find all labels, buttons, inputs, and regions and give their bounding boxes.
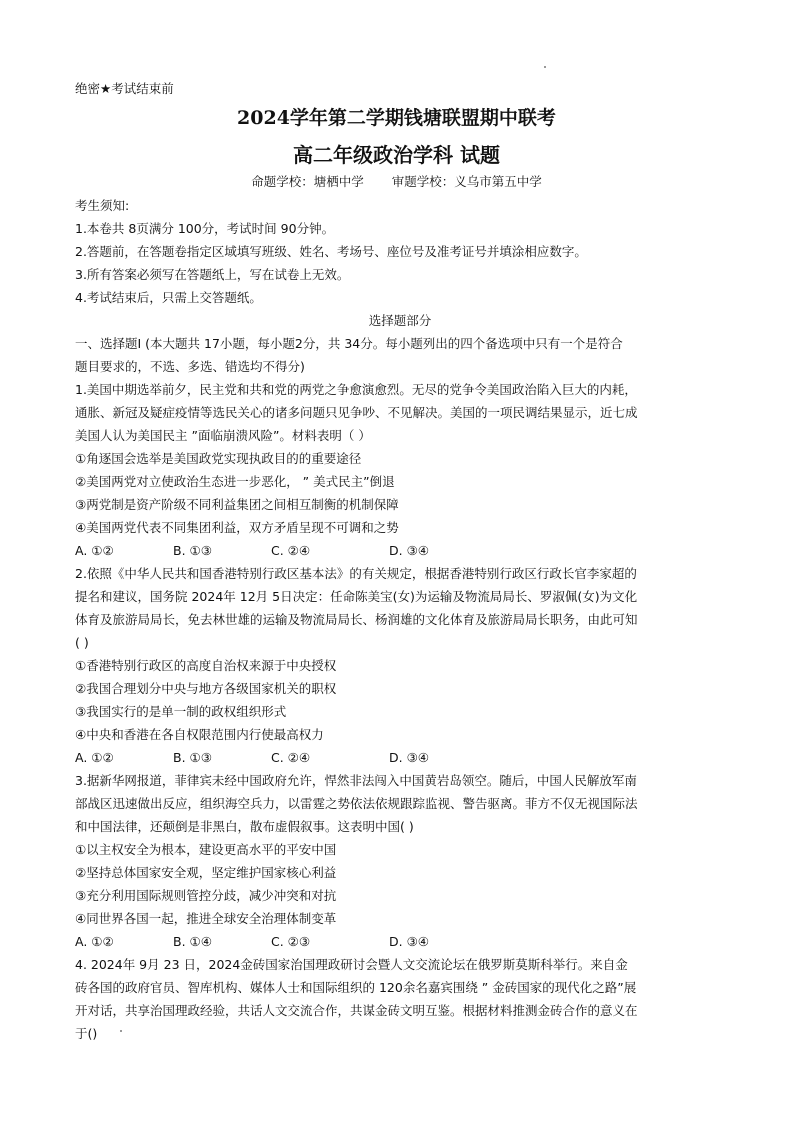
question-stem-line: 和中国法律，还颠倒是非黑白，散布虚假叙事。这表明中国( ) [75,819,414,834]
instruction-item: 4.考试结束后，只需上交答题纸。 [75,290,262,305]
option-c: C. ②④ [271,750,311,765]
section-title: 选择题部分 [368,313,432,328]
statement: ①以主权安全为根本，建设更高水平的平安中国 [75,842,337,857]
statement: ④同世界各国一起，推进全球安全治理体制变革 [75,911,337,926]
statement: ③我国实行的是单一制的政权组织形式 [75,704,287,719]
exam-title: 2024学年第二学期钱塘联盟期中联考 [237,107,556,129]
section-intro: 一、选择题Ⅰ (本大题共 17小题，每小题2分，共 34分。每小题列出的四个备选项中只有一个是符合 [75,336,623,351]
option-c: C. ②④ [271,543,311,558]
option-a: A. ①② [75,543,114,558]
answer-options [75,539,725,562]
question-2 [75,562,725,769]
question-stem-line: 2.依照《中华人民共和国香港特别行政区基本法》的有关规定，根据香港特别行政区行政长官李家超的 [75,566,637,581]
question-stem-line: ( ) [75,635,89,650]
question-4 [75,953,725,1045]
question-stem-line: 开对话，共享治国理政经验，共话人文交流合作，共谋金砖文明互鉴。根据材料推测金砖合作的意义在 [75,1003,638,1018]
reviewer-school: 审题学校：义乌市第五中学 [391,174,542,189]
option-c: C. ②③ [271,934,311,949]
section-intro: 题目要求的，不选、多选、错选均不得分) [75,359,305,374]
statement: ④中央和香港在各自权限范围内行使最高权力 [75,727,324,742]
question-stem-line: 3.据新华网报道，菲律宾未经中国政府允许，悍然非法闯入中国黄岩岛领空。随后，中国人民解放军南 [75,773,637,788]
question-stem-line: 砖各国的政府官员、智库机构、媒体人士和国际组织的 120余名嘉宾围绕 ” 金砖国家的现代化之路”展 [75,980,637,995]
exam-subtitle: 高二年级政治学科 试题 [293,143,500,167]
option-a: A. ①② [75,934,114,949]
confidential-note: 绝密★考试结束前 [75,81,174,96]
statement: ①角逐国会选举是美国政党实现执政目的的重要途径 [75,451,362,466]
question-1 [75,378,725,562]
statement: ④美国两党代表不同集团利益，双方矛盾呈现不可调和之势 [75,520,399,535]
school-info [0,172,793,190]
question-stem-line: 提名和建议，国务院 2024年 12月 5日决定：任命陈美宝(女)为运输及物流局局长、罗淑佩(女)为文化 [75,589,638,604]
exam-content [75,194,725,1045]
instruction-item: 2.答题前，在答题卷指定区域填写班级、姓名、考场号、座位号及准考证号并填涂相应数字。 [75,244,587,259]
instructions-heading: 考生须知: [75,198,130,213]
statement: ③两党制是资产阶级不同利益集团之间相互制衡的机制保障 [75,497,399,512]
option-b: B. ①③ [173,750,212,765]
question-stem-line: 4. 2024年 9月 23 日，2024金砖国家治国理政研讨会暨人文交流论坛在俄罗斯莫斯科举行。来自金 [75,957,628,972]
question-3 [75,769,725,953]
answer-options [75,930,725,953]
question-stem-line: 于() [75,1026,98,1041]
question-stem-line: 美国人认为美国民主 ”面临崩溃风险”。材料表明（ ） [75,428,371,443]
option-d: D. ③④ [389,543,429,558]
question-stem-line: 体育及旅游局局长，免去林世雄的运输及物流局局长、杨润雄的文化体育及旅游局局长职务，由此可知 [75,612,638,627]
statement: ①香港特别行政区的高度自治权来源于中央授权 [75,658,337,673]
statement: ②美国两党对立使政治生态进一步恶化， ” 美式民主”倒退 [75,474,395,489]
option-b: B. ①③ [173,543,212,558]
option-a: A. ①② [75,750,114,765]
statement: ③充分利用国际规则管控分歧，减少冲突和对抗 [75,888,337,903]
instruction-item: 1.本卷共 8页满分 100分，考试时间 90分钟。 [75,221,335,236]
option-b: B. ①④ [173,934,212,949]
scan-dot [120,1030,122,1032]
answer-options [75,746,725,769]
option-d: D. ③④ [389,934,429,949]
scan-dot [544,66,546,68]
setter-school: 命题学校：塘栖中学 [251,174,364,189]
statement: ②我国合理划分中央与地方各级国家机关的职权 [75,681,337,696]
statement: ②坚持总体国家安全观，坚定维护国家核心利益 [75,865,337,880]
instruction-item: 3.所有答案必须写在答题纸上，写在试卷上无效。 [75,267,350,282]
question-stem-line: 部战区迅速做出反应，组织海空兵力，以雷霆之势依法依规跟踪监视、警告驱离。菲方不仅无视国际法 [75,796,638,811]
question-stem-line: 1.美国中期选举前夕，民主党和共和党的两党之争愈演愈烈。无尽的党争令美国政治陷入巨大的内耗， [75,382,637,397]
option-d: D. ③④ [389,750,429,765]
question-stem-line: 通胀、新冠及疑症疫情等选民关心的诸多问题只见争吵、不见解决。美国的一项民调结果显示，近七成 [75,405,638,420]
